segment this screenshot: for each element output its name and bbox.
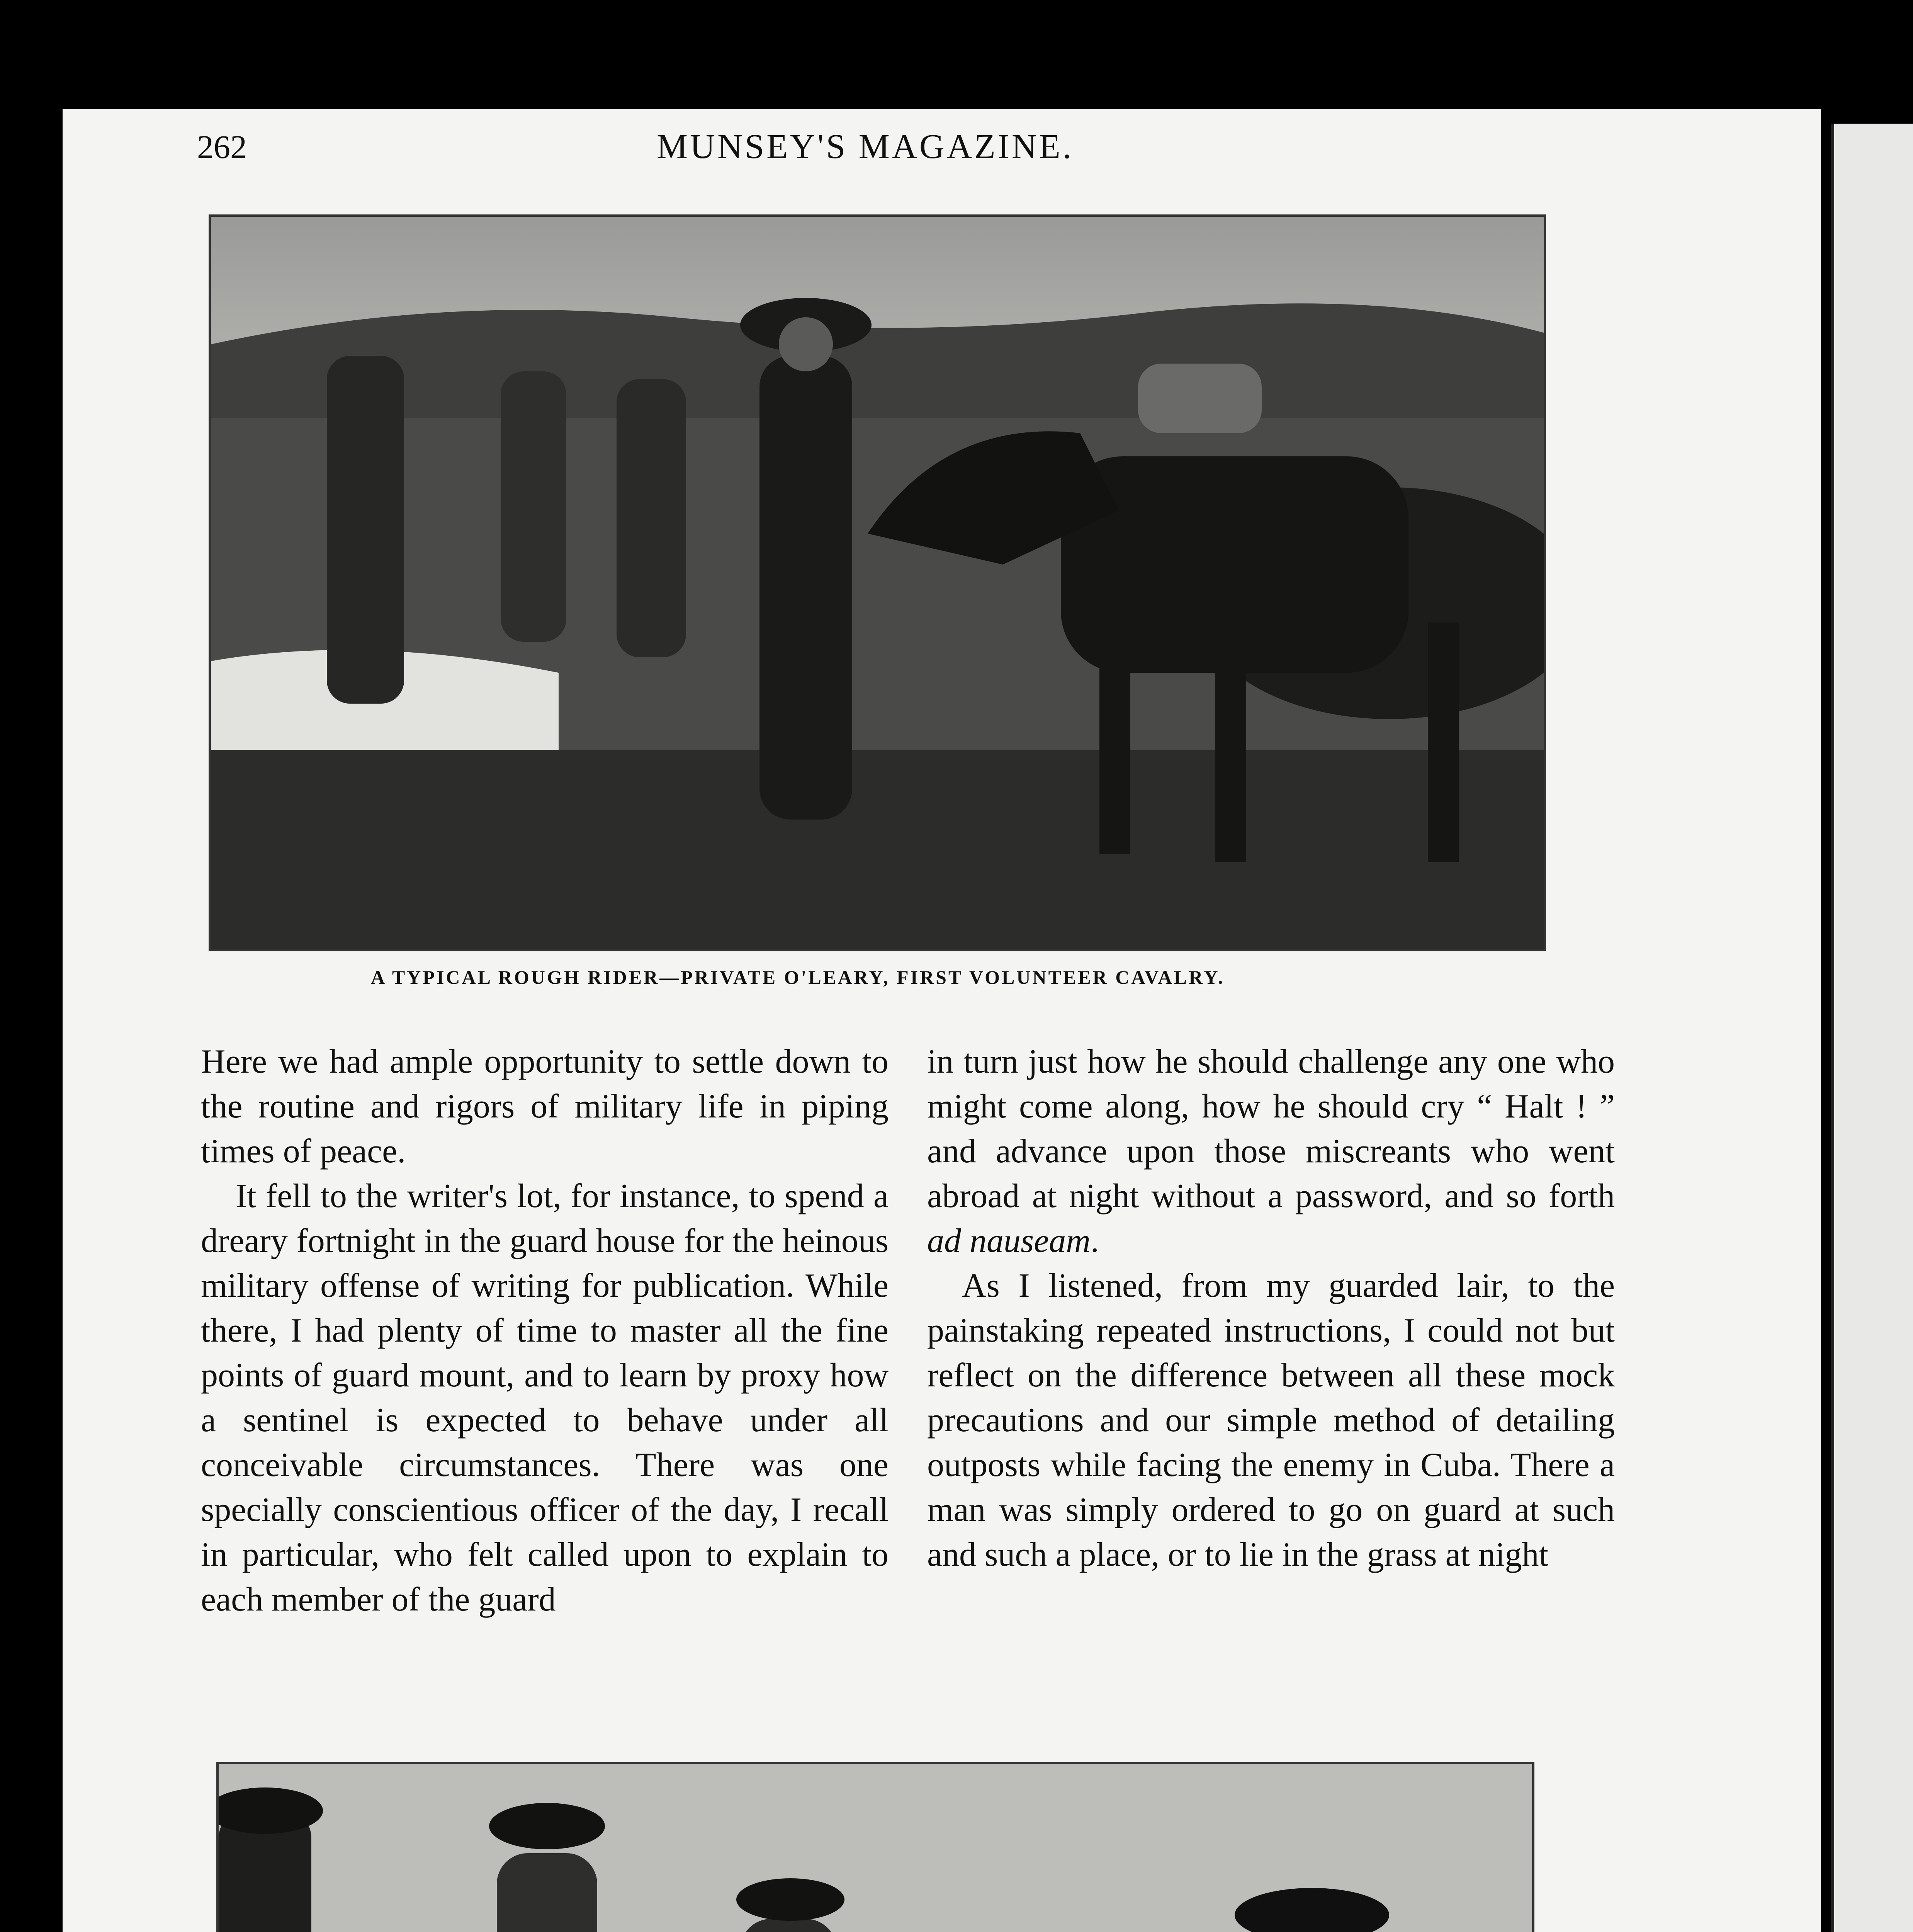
running-head: MUNSEY'S MAGAZINE. bbox=[657, 128, 1074, 166]
paragraph: Here we had ample opportunity to settle down to the routine and rigors of military life in piping times of peace. bbox=[201, 1043, 889, 1170]
italic-phrase: ad nauseam bbox=[927, 1222, 1091, 1260]
right-column bbox=[927, 1039, 1615, 1577]
paragraph bbox=[927, 1039, 1615, 1264]
rough-rider-photo bbox=[209, 214, 1546, 951]
paragraph-text: in turn just how he should challenge any one who might come along, how he should cry “ Halt ! ” and advance upon those miscreants who went abroad at night without a password, and so forth bbox=[927, 1043, 1615, 1215]
paragraph: It fell to the writer's lot, for instance, to spend a dreary fortnight in the guard house for the heinous military offense of writing for publication. While there, I had plenty of time to master all the fine points of guard mount, and to learn by proxy how a sentinel is expected to behave under all conceivable circumstances. There was one specially conscientious officer of the day, I recall in particular, who felt called upon to explain to each member of the guard bbox=[201, 1177, 889, 1618]
paragraph: As I listened, from my guarded lair, to the painstaking repeated instructions, I could not but reflect on the difference between all these mock precautions and our simple method of detailing outposts while facing the enemy in Cuba. There a man was simply ordered to go on guard at such and such a place, or to lie in the grass at night bbox=[927, 1267, 1615, 1573]
camp-meal-photo bbox=[216, 1762, 1534, 1932]
left-column bbox=[201, 1039, 889, 1622]
top-photo-caption: A TYPICAL ROUGH RIDER—PRIVATE O'LEARY, FIRST VOLUNTEER CAVALRY. bbox=[371, 966, 1225, 988]
page-number: 262 bbox=[197, 128, 247, 165]
paragraph-text: . bbox=[1090, 1222, 1099, 1260]
next-page-edge bbox=[1831, 124, 1913, 1932]
